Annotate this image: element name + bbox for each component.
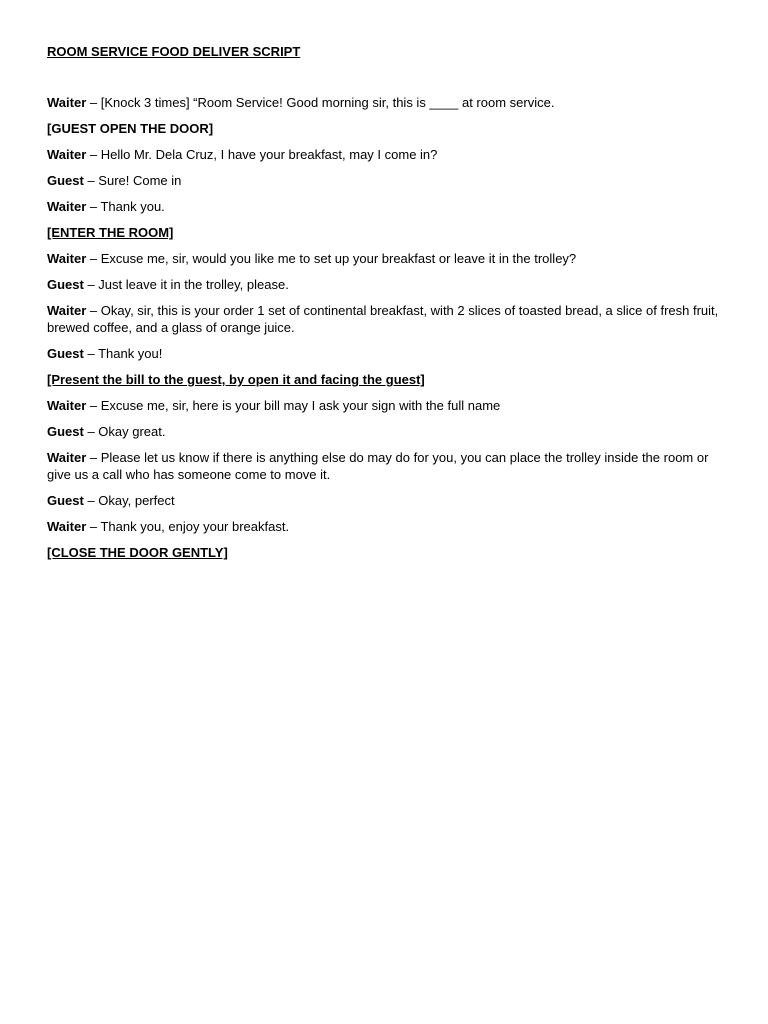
dialogue-line xyxy=(47,94,727,111)
document-title: ROOM SERVICE FOOD DELIVER SCRIPT xyxy=(47,44,301,59)
dialogue-line xyxy=(47,250,727,267)
stage-direction: [ENTER THE ROOM] xyxy=(47,225,174,240)
dialogue-text: – Okay great. xyxy=(83,424,166,439)
speaker-name: Guest xyxy=(47,424,84,439)
dialogue-line xyxy=(47,345,727,362)
dialogue-line xyxy=(47,492,727,509)
dialogue-text: – [Knock 3 times] “Room Service! Good morning sir, this is ____ at room service. xyxy=(86,95,555,110)
stage-direction: [CLOSE THE DOOR GENTLY] xyxy=(47,545,228,560)
speaker-name: Waiter xyxy=(47,251,87,266)
dialogue-line xyxy=(47,449,727,483)
dialogue-line xyxy=(47,423,727,440)
speaker-name: Waiter xyxy=(47,519,87,534)
speaker-name: Waiter xyxy=(47,199,87,214)
speaker-name: Guest xyxy=(47,493,84,508)
speaker-name: Waiter xyxy=(47,450,87,465)
speaker-name: Waiter xyxy=(47,95,87,110)
dialogue-text: – Okay, sir, this is your order 1 set of continental breakfast, with 2 slices of toasted bread, a slice of fresh fruit, brewed coffee, and a glass of orange juice. xyxy=(47,303,719,335)
speaker-name: Waiter xyxy=(47,147,87,162)
dialogue-text: – Just leave it in the trolley, please. xyxy=(83,277,289,292)
dialogue-text: – Hello Mr. Dela Cruz, I have your breakfast, may I come in? xyxy=(86,147,438,162)
dialogue-text: – Thank you! xyxy=(83,346,163,361)
script-body xyxy=(47,94,727,561)
speaker-name: Guest xyxy=(47,173,84,188)
dialogue-text: – Thank you. xyxy=(86,199,165,214)
dialogue-line xyxy=(47,172,727,189)
speaker-name: Guest xyxy=(47,277,84,292)
dialogue-text: – Please let us know if there is anything else do may do for you, you can place the trolley inside the room or give us a call who has someone come to move it. xyxy=(47,450,709,482)
dialogue-line xyxy=(47,146,727,163)
dialogue-line xyxy=(47,518,727,535)
speaker-name: Guest xyxy=(47,346,84,361)
speaker-name: Waiter xyxy=(47,398,87,413)
dialogue-text: – Thank you, enjoy your breakfast. xyxy=(86,519,290,534)
dialogue-text: – Okay, perfect xyxy=(83,493,175,508)
dialogue-line xyxy=(47,302,727,336)
stage-direction: [Present the bill to the guest, by open it and facing the guest] xyxy=(47,372,425,387)
dialogue-line xyxy=(47,276,727,293)
dialogue-text: – Excuse me, sir, here is your bill may I ask your sign with the full name xyxy=(86,398,501,413)
dialogue-text: – Sure! Come in xyxy=(83,173,182,188)
stage-direction: [GUEST OPEN THE DOOR] xyxy=(47,121,214,136)
dialogue-line xyxy=(47,198,727,215)
dialogue-line xyxy=(47,397,727,414)
document-page xyxy=(47,44,727,570)
dialogue-text: – Excuse me, sir, would you like me to set up your breakfast or leave it in the trolley? xyxy=(86,251,577,266)
speaker-name: Waiter xyxy=(47,303,87,318)
